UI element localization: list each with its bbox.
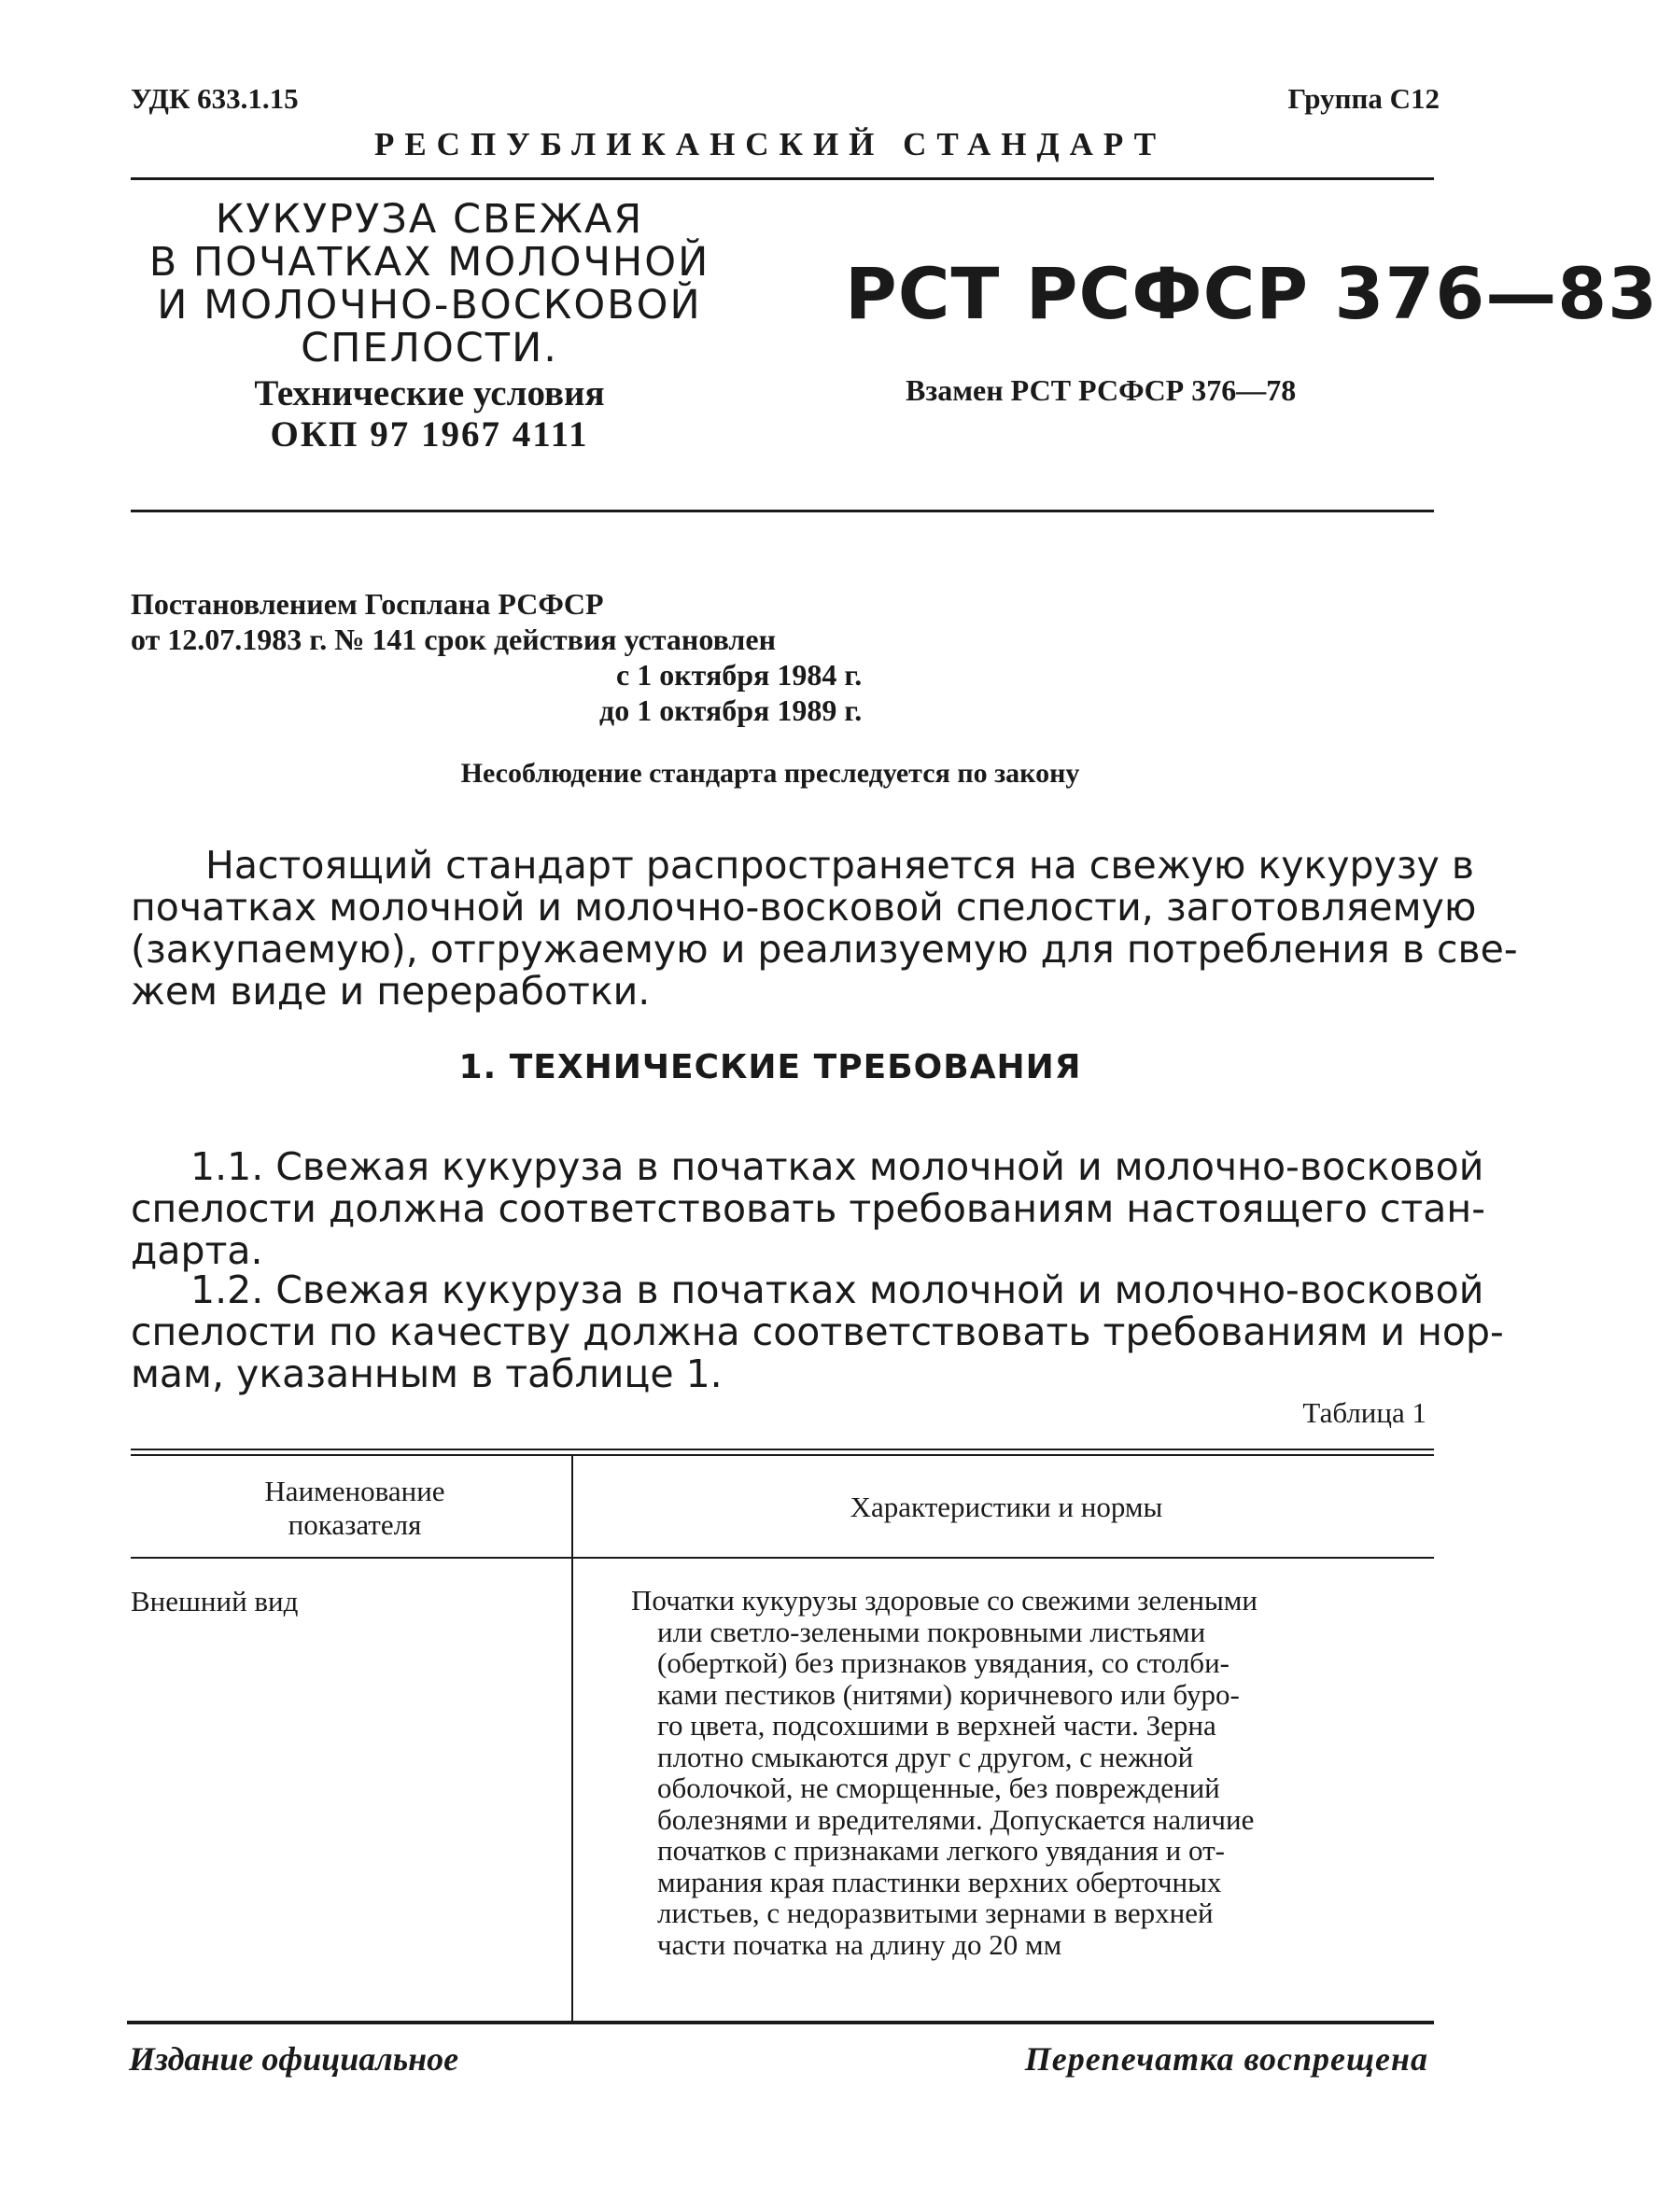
footer-rule [127, 2021, 1434, 2024]
decree-line: до 1 октября 1989 г. [599, 693, 863, 727]
paragraph-line: Настоящий стандарт распространяется на свежую кукурузу в [205, 843, 1475, 888]
cell-line: оболочкой, не сморщенные, без повреждений [657, 1771, 1220, 1804]
reprint-prohibited-note: Перепечатка воспрещена [1024, 2040, 1428, 2078]
decree-line: от 12.07.1983 г. № 141 срок действия установлен [131, 623, 777, 656]
title-line: КУКУРУЗА СВЕЖАЯ [215, 196, 644, 243]
penalty-notice: Несоблюдение стандарта преследуется по закону [460, 758, 1080, 789]
decree-block [131, 586, 862, 728]
cell-line: листьев, с недоразвитыми зернами в верхней [657, 1897, 1214, 1929]
table-top-rule-2 [131, 1454, 1434, 1456]
group-code: Группа С12 [1287, 82, 1440, 115]
decree-line: Постановлением Госплана РСФСР [131, 587, 604, 621]
paragraph-line: початках молочной и молочно-восковой спелости, заготовляемую [131, 885, 1477, 930]
intro-paragraph [131, 843, 1518, 1014]
okp-code: ОКП 97 1967 4111 [270, 414, 589, 455]
table-caption: Таблица 1 [1302, 1396, 1426, 1429]
table-cell-name: Внешний вид [131, 1585, 299, 1617]
cell-line: Початки кукурузы здоровые со свежими зелеными [631, 1584, 1258, 1617]
cell-line: мирания края пластинки верхних оберточных [657, 1865, 1222, 1898]
table-cell-description [631, 1585, 1434, 1960]
table-top-rule [131, 1449, 1434, 1450]
header-line: Наименование [264, 1475, 445, 1507]
table-header-characteristics: Характеристики и нормы [850, 1491, 1163, 1523]
title-line: И МОЛОЧНО-ВОСКОВОЙ [157, 282, 702, 329]
paragraph-line: 1.1. Свежая кукуруза в початках молочной и молочно-восковой [190, 1144, 1484, 1189]
udk-code: УДК 633.1.15 [131, 82, 299, 115]
paragraph-line: спелости должна соответствовать требованиям настоящего стан- [131, 1186, 1486, 1231]
replaces-note: Взамен РСТ РСФСР 376—78 [906, 373, 1297, 407]
paragraph-line: спелости по качеству должна соответствовать требованиям и нор- [131, 1309, 1504, 1354]
subtitle: Технические условия [254, 373, 605, 413]
title-block [131, 198, 728, 455]
cell-line: ками пестиков (нитями) коричневого или буро- [657, 1677, 1240, 1711]
header-line: показателя [288, 1508, 422, 1541]
cell-line: или светло-зелеными покровными листьями [657, 1615, 1206, 1648]
paragraph-line: дарта. [131, 1228, 263, 1273]
title-line: СПЕЛОСТИ. [301, 325, 558, 371]
standard-number: РСТ РСФСР 376—83 [845, 252, 1658, 335]
official-edition-note: Издание официальное [129, 2040, 459, 2078]
paragraph-line: (закупаемую), отгружаемую и реализуемую для потребления в све- [131, 927, 1518, 972]
cell-line: (оберткой) без признаков увядания, со столби- [657, 1646, 1229, 1679]
cell-line: початков с признаками легкого увядания и от- [657, 1834, 1225, 1867]
cell-line: части початка на длину до 20 мм [657, 1927, 1062, 1961]
paragraph-line: жем виде и переработки. [131, 969, 651, 1014]
republic-standard-heading: РЕСПУБЛИКАНСКИЙ СТАНДАРТ [373, 126, 1167, 162]
paragraph-line: мам, указанным в таблице 1. [131, 1351, 723, 1396]
header-rule [131, 177, 1434, 180]
section-heading: 1. ТЕХНИЧЕСКИЕ ТРЕБОВАНИЯ [458, 1048, 1082, 1086]
table-header-rule [131, 1557, 1434, 1559]
table-header-name [131, 1475, 579, 1542]
clause-1-2 [131, 1267, 1504, 1396]
decree-line: с 1 октября 1984 г. [616, 658, 863, 692]
title-line: В ПОЧАТКАХ МОЛОЧНОЙ [148, 239, 710, 286]
table-column-divider [571, 1456, 573, 2021]
title-rule [131, 510, 1434, 512]
paragraph-line: 1.2. Свежая кукуруза в початках молочной и молочно-восковой [190, 1267, 1484, 1312]
clause-1-1 [131, 1144, 1486, 1273]
cell-line: болезнями и вредителями. Допускается наличие [657, 1802, 1255, 1836]
cell-line: го цвета, подсохшими в верхней части. Зерна [657, 1709, 1216, 1742]
cell-line: плотно смыкаются друг с другом, с нежной [657, 1740, 1194, 1773]
